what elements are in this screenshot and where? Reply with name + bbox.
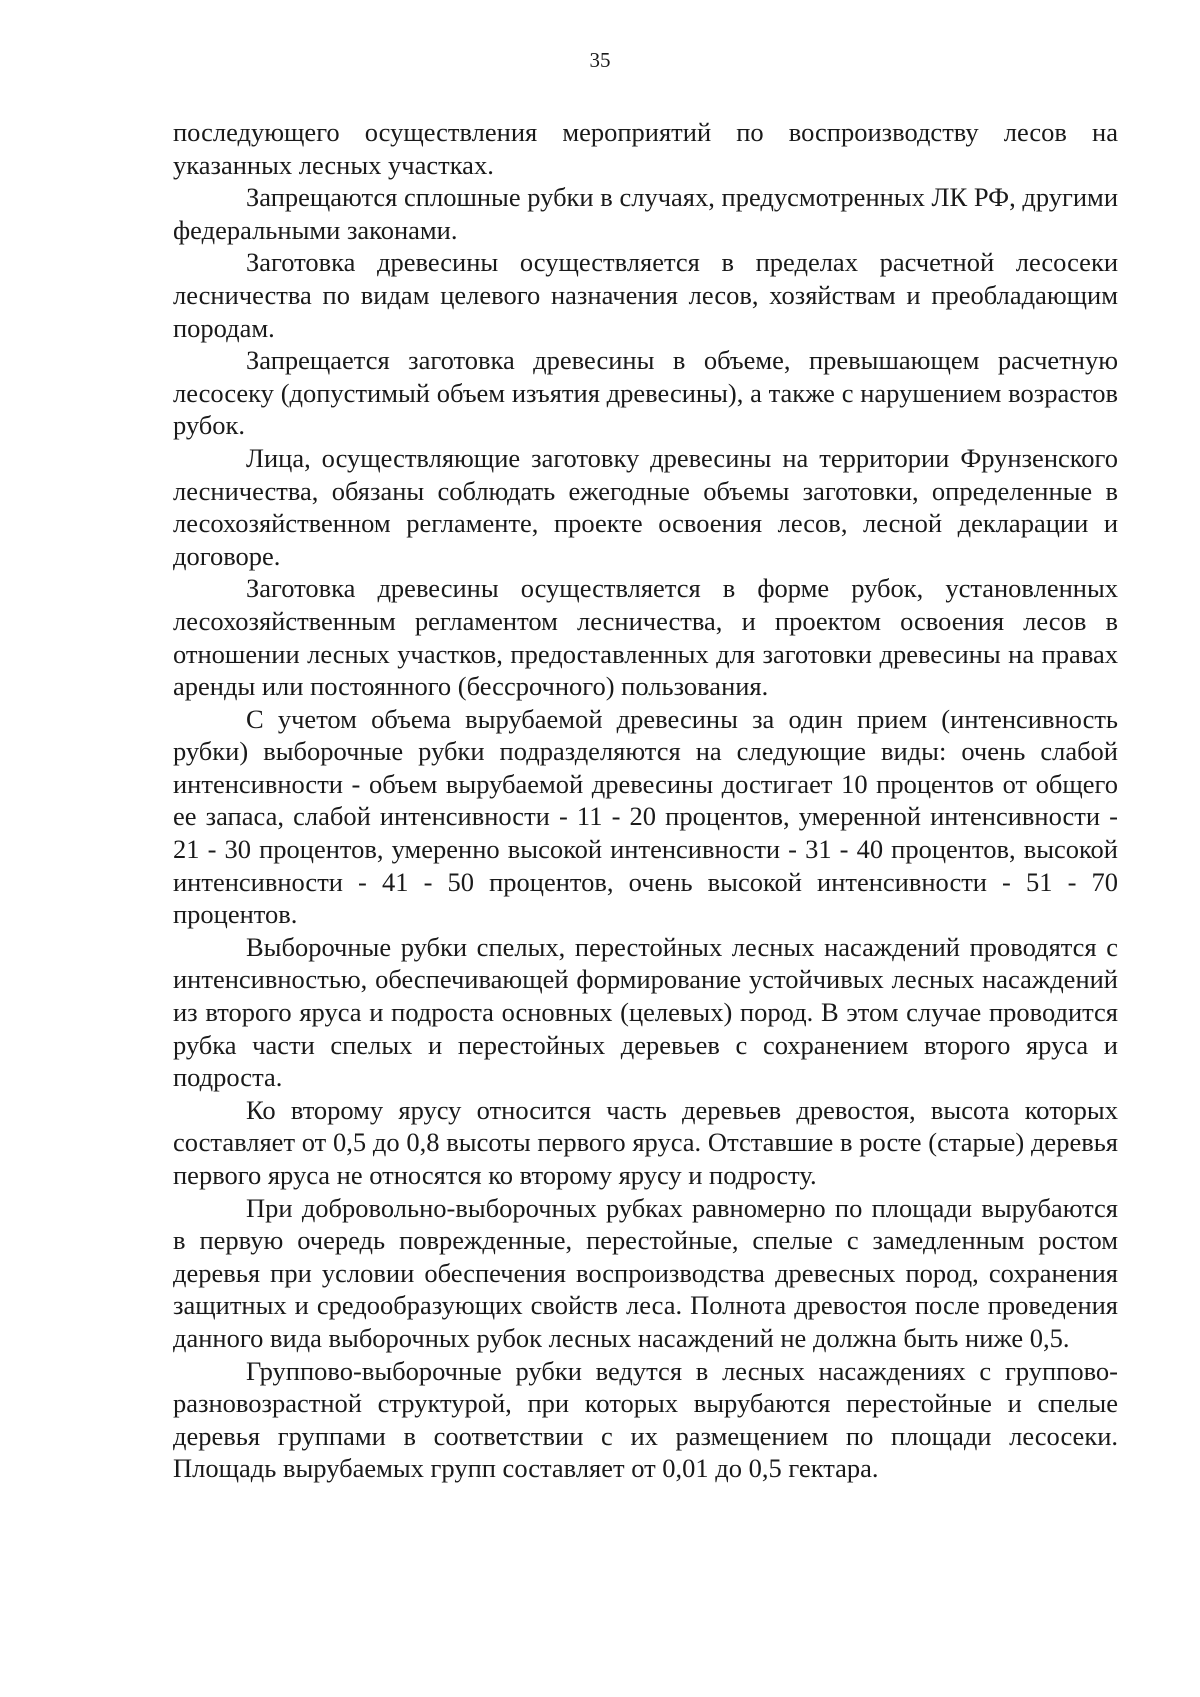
paragraph: При добровольно-выборочных рубках равномерно по площади вырубаются в первую очередь поврежденные, перестойные, спелые с замедленным ростом деревья при условии обеспечения воспроизводства древесных пород, сохранения защитных и средообразующих свойств леса. Полнота древостоя после проведения данного вида выборочных рубок лесных насаждений не должна быть ниже 0,5. (173, 1192, 1118, 1353)
paragraph: Группово-выборочные рубки ведутся в лесных насаждениях с группово-разновозрастной структурой, при которых вырубаются перестойные и спелые деревья группами в соответствии с их размещением по площади лесосеки. Площадь вырубаемых групп составляет от 0,01 до 0,5 гектара. (173, 1355, 1118, 1484)
paragraph: Запрещается заготовка древесины в объеме, превышающем расчетную лесосеку (допустимый объем изъятия древесины), а также с нарушением возрастов рубок. (173, 345, 1118, 441)
page-number: 35 (589, 48, 611, 72)
paragraph: Заготовка древесины осуществляется в форме рубок, установленных лесохозяйственным регламентом лесничества, и проектом освоения лесов в отношении лесных участков, предоставленных для заготовки древесины на правах аренды или постоянного (бессрочного) пользования. (173, 573, 1118, 702)
document-body (173, 116, 1118, 1485)
paragraph: Выборочные рубки спелых, перестойных лесных насаждений проводятся с интенсивностью, обеспечивающей формирование устойчивых лесных насаждений из второго яруса и подроста основных (целевых) пород. В этом случае проводится рубка части спелых и перестойных деревьев с сохранением второго яруса и подроста. (173, 931, 1118, 1093)
paragraph-continuation: последующего осуществления мероприятий по воспроизводству лесов на указанных лесных участках. (173, 117, 1118, 180)
paragraph: Запрещаются сплошные рубки в случаях, предусмотренных ЛК РФ, другими федеральными законами. (173, 182, 1118, 245)
paragraph: Заготовка древесины осуществляется в пределах расчетной лесосеки лесничества по видам целевого назначения лесов, хозяйствам и преобладающим породам. (173, 247, 1118, 343)
paragraph: Лица, осуществляющие заготовку древесины на территории Фрунзенского лесничества, обязаны соблюдать ежегодные объемы заготовки, определенные в лесохозяйственном регламенте, проекте освоения лесов, лесной декларации и договоре. (173, 442, 1118, 571)
paragraph: Ко второму ярусу относится часть деревьев древостоя, высота которых составляет от 0,5 до 0,8 высоты первого яруса. Отставшие в росте (старые) деревья первого яруса не относятся ко второму ярусу и подросту. (173, 1094, 1118, 1190)
paragraph: С учетом объема вырубаемой древесины за один прием (интенсивность рубки) выборочные рубки подразделяются на следующие виды: очень слабой интенсивности - объем вырубаемой древесины достигает 10 процентов от общего ее запаса, слабой интенсивности - 11 - 20 процентов, умеренной интенсивности - 21 - 30 процентов, умеренно высокой интенсивности - 31 - 40 процентов, высокой интенсивности - 41 - 50 процентов, очень высокой интенсивности - 51 - 70 процентов. (173, 703, 1118, 930)
